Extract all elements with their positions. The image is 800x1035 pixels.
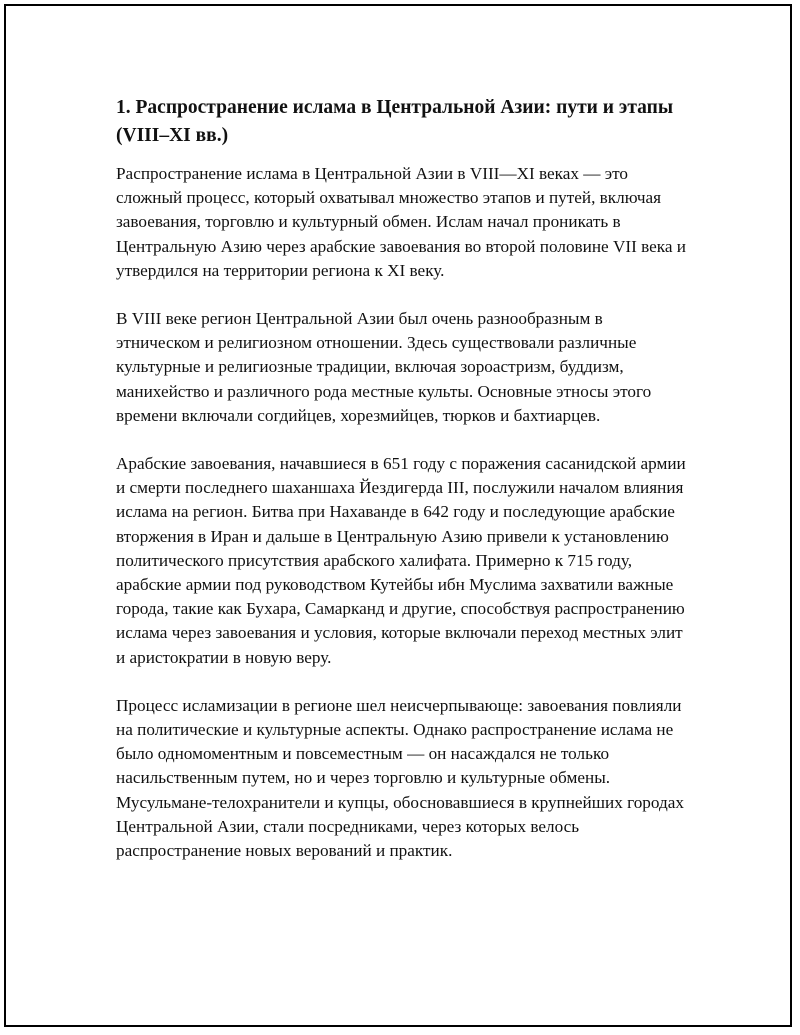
paragraph-4: Процесс исламизации в регионе шел неисчерпывающе: завоевания повлияли на политические и культурные аспекты. Однако распространение ислама не было одномоментным и повсеместным — он насаждался не только насильственным путем, но и через торговлю и культурные обмены. Мусульмане-телохранители и купцы, обосновавшиеся в крупнейших городах Центральной Азии, стали посредниками, через которых велось распространение новых верований и практик.: [116, 695, 684, 861]
document-body: [116, 94, 690, 887]
paragraph-1: Распространение ислама в Центральной Азии в VIII—XI веках — это сложный процесс, который охватывал множество этапов и путей, включая завоевания, торговлю и культурный обмен. Ислам начал проникать в Центральную Азию через арабские завоевания во второй половине VII века и утвердился на территории региона к XI веку.: [116, 164, 686, 280]
section-heading: 1. Распространение ислама в Центральной Азии: пути и этапы (VIII–XI вв.): [116, 97, 674, 146]
paragraph-2: В VIII веке регион Центральной Азии был очень разнообразным в этническом и религиозном отношении. Здесь существовали различные культурные и религиозные традиции, включая зороастризм, буддизм, манихейство и различного рода местные культы. Основные этносы этого времени включали согдийцев, хорезмийцев, тюрков и бахтиарцев.: [116, 309, 652, 425]
paragraph-3: Арабские завоевания, начавшиеся в 651 году с поражения сасанидской армии и смерти последнего шаханшаха Йездигерда III, послужили началом влияния ислама на регион. Битва при Нахаванде в 642 году и последующие арабские вторжения в Иран и дальше в Центральную Азию привели к установлению политического присутствия арабского халифата. Примерно к 715 году, арабские армии под руководством Кутейбы ибн Муслима захватили важные города, такие как Бухара, Самарканд и другие, способствуя распространению ислама через завоевания и условия, которые включали переход местных элит и аристократии в новую веру.: [116, 454, 686, 667]
